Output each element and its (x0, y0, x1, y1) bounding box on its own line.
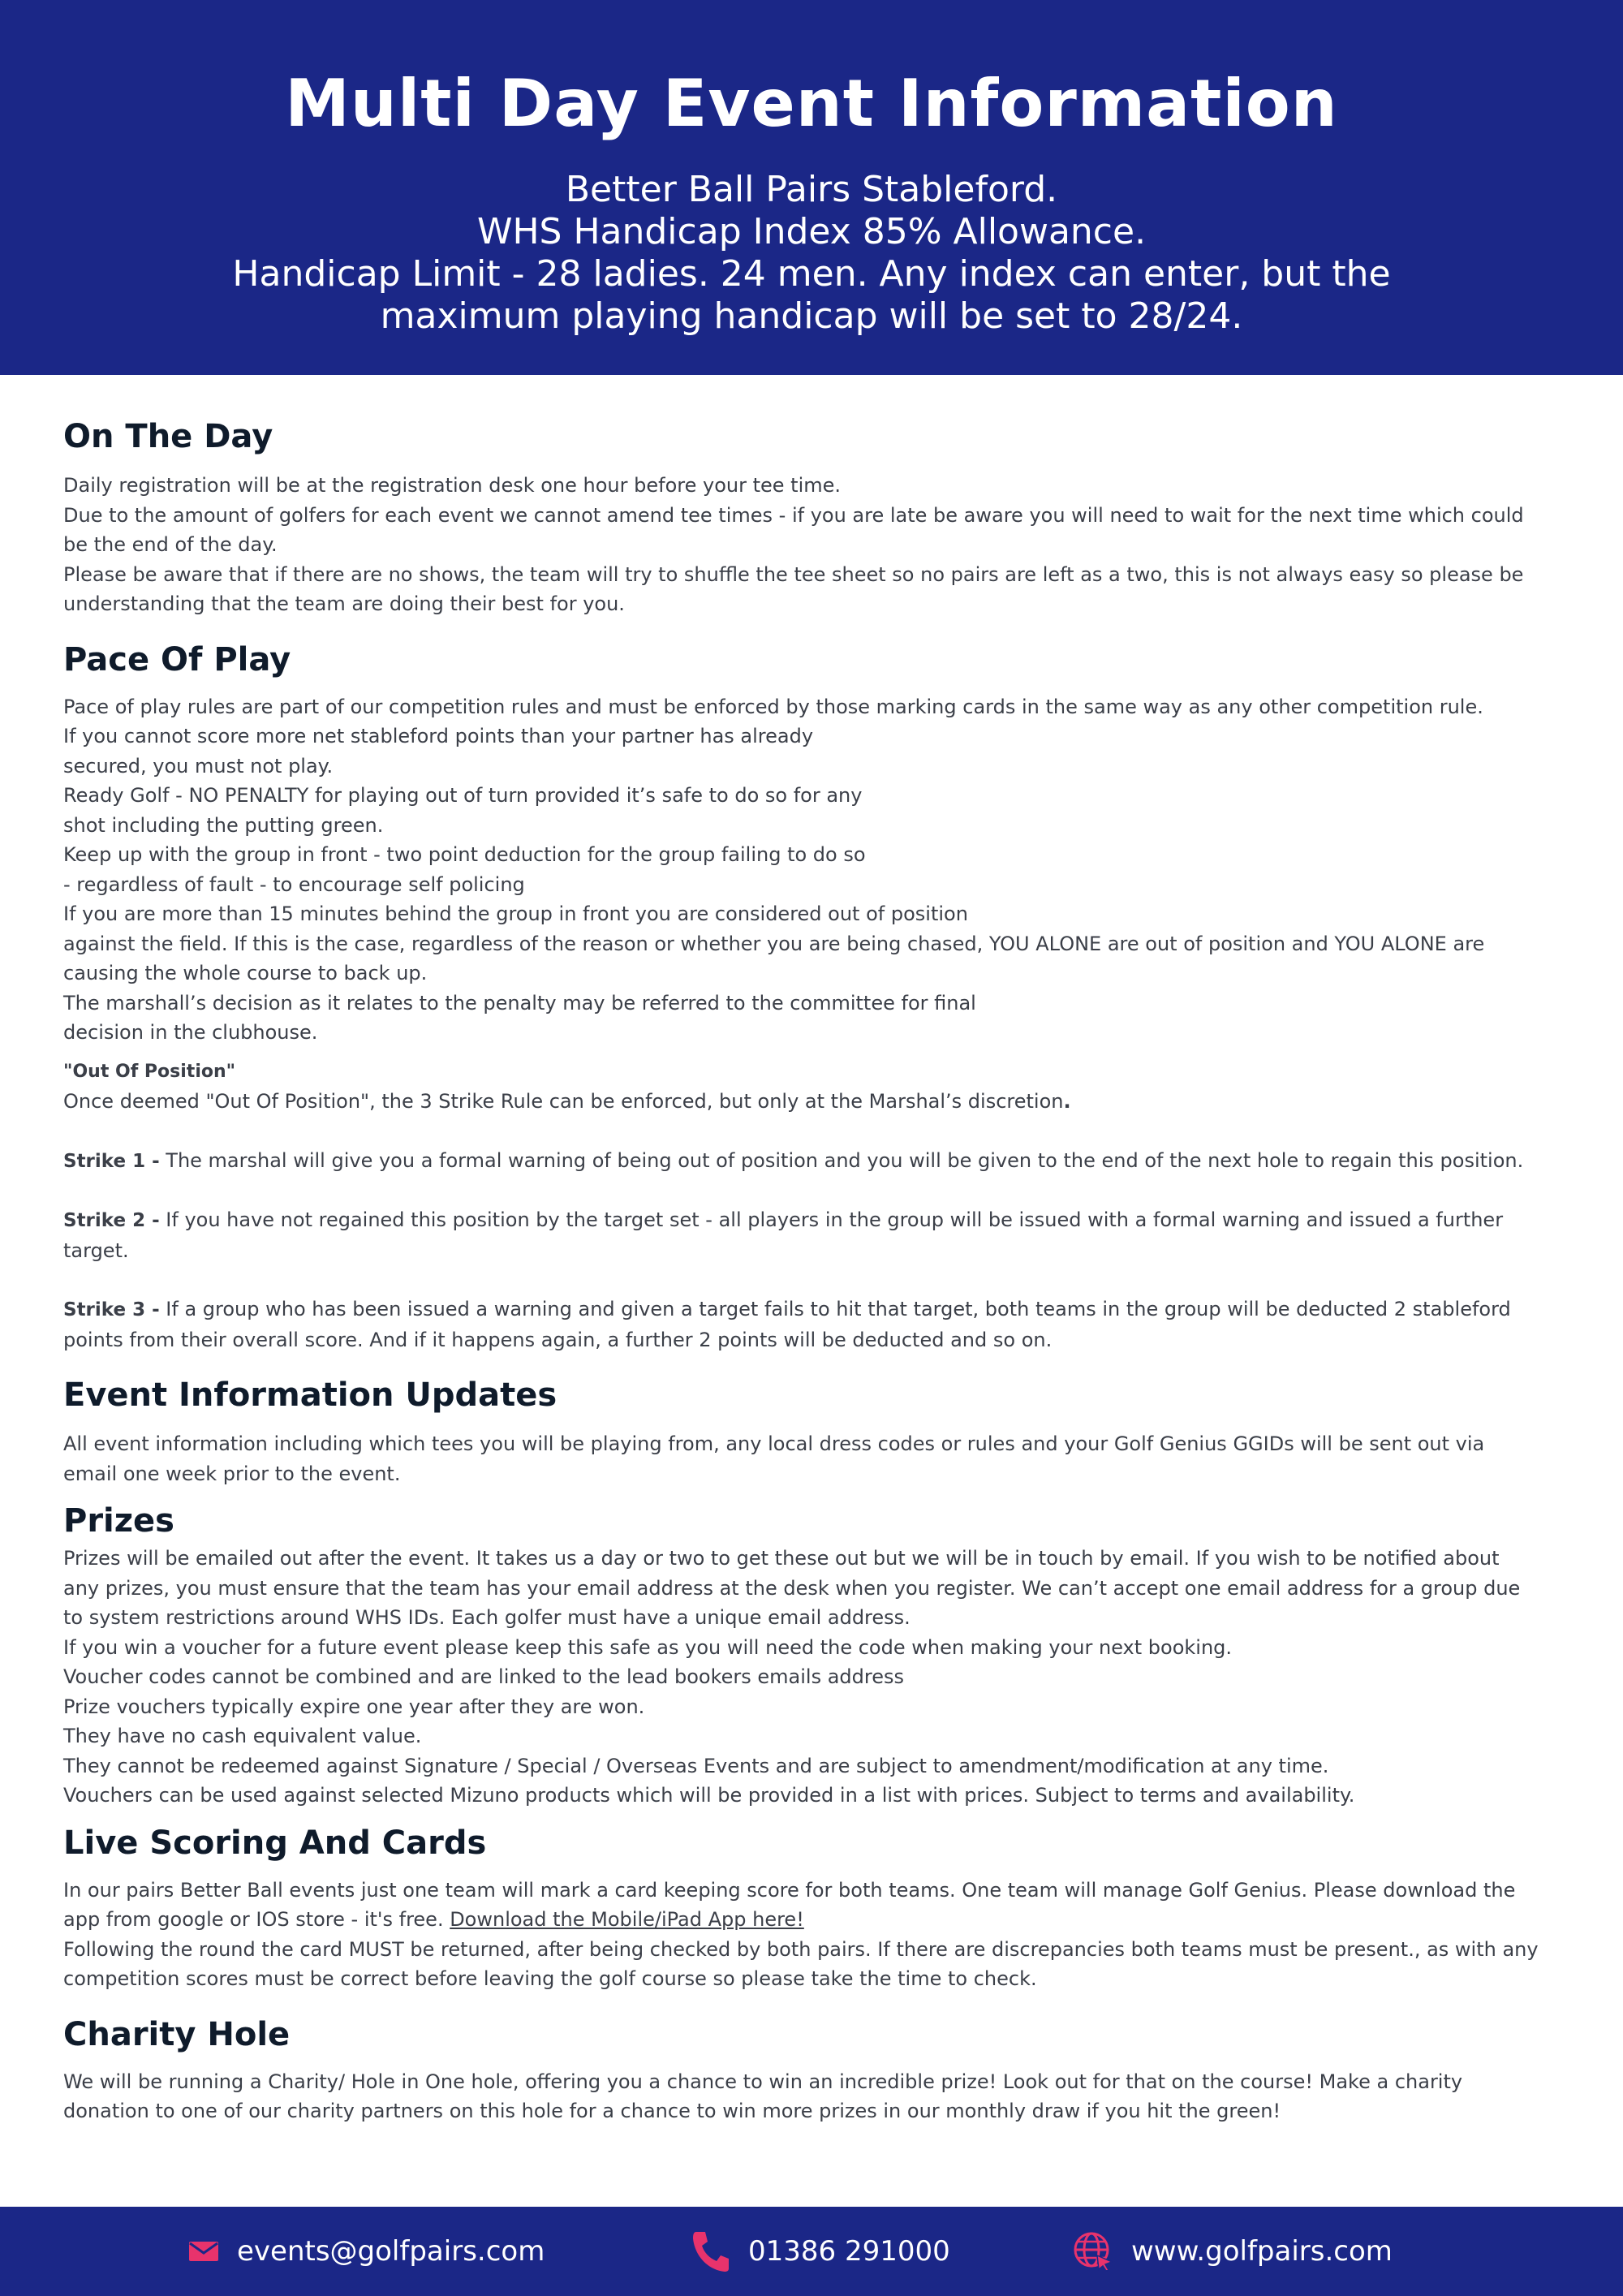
section-on-the-day (63, 414, 1540, 619)
oop-text: Once deemed "Out Of Position", the 3 Strike Rule can be enforced, but only at the Marshal’s discretion (63, 1090, 1064, 1113)
email-icon (188, 2240, 219, 2263)
paragraph: If you are more than 15 minutes behind the group in front you are considered out of position (63, 902, 968, 925)
paragraph: We will be running a Charity/ Hole in One hole, offering you a chance to win an incredible prize! Look out for that on the course! Make a charity donation to one of our charity partners on this hole for a chance to win more prizes in our monthly draw if you hit the green! (63, 2070, 1463, 2122)
footer-website[interactable] (1073, 2207, 1393, 2296)
section-heading: Live Scoring And Cards (63, 1824, 487, 1862)
paragraph: decision in the clubhouse. (63, 1021, 318, 1044)
email-address[interactable]: events@golfpairs.com (237, 2235, 545, 2268)
page-title: Multi Day Event Information (285, 66, 1338, 141)
paragraph: If you win a voucher for a future event please keep this safe as you will need the code when making your next booking. (63, 1635, 1233, 1659)
phone-icon (691, 2230, 730, 2272)
paragraph: Following the round the card MUST be returned, after being checked by both pairs. If there are discrepancies both teams must be present., as with any competition scores must be correct before leaving the golf course so please take the time to check. (63, 1937, 1539, 1990)
download-app-link[interactable]: Download the Mobile/iPad App here! (450, 1908, 804, 1931)
paragraph (63, 1876, 1540, 1935)
paragraph: If you cannot score more net stableford points than your partner has already (63, 725, 814, 747)
section-pace-of-play (63, 637, 1540, 1355)
paragraph: Pace of play rules are part of our competition rules and must be enforced by those marking cards in the same way as any other competition rule. (63, 695, 1483, 718)
live-scoring-text: In our pairs Better Ball events just one team will mark a card keeping score for both teams. One team will manage Golf Genius. Please download the app from google or IOS store - it's free. (63, 1878, 1516, 1931)
paragraph: Keep up with the group in front - two point deduction for the group failing to do so (63, 843, 866, 866)
subtitle-line: Handicap Limit - 28 ladies. 24 men. Any index can enter, but the (232, 253, 1391, 295)
globe-cursor-icon (1073, 2231, 1113, 2272)
paragraph: The marshall’s decision as it relates to the penalty may be referred to the committee for final (63, 991, 976, 1014)
subtitle-line: WHS Handicap Index 85% Allowance. (476, 211, 1147, 252)
section-heading: Charity Hole (63, 2015, 291, 2053)
phone-number[interactable]: 01386 291000 (748, 2235, 950, 2268)
paragraph: Please be aware that if there are no shows, the team will try to shuffle the tee sheet so no pairs are left as a two, this is not always easy so please be understanding that the team are doing their best for you. (63, 562, 1524, 615)
paragraph: They cannot be redeemed against Signature / Special / Overseas Events and are subject to amendment/modification at any time. (63, 1754, 1329, 1777)
strike-rule (63, 1205, 1540, 1265)
paragraph: Prize vouchers typically expire one year after they are won. (63, 1695, 645, 1718)
strike-rule (63, 1294, 1540, 1355)
strike-text: The marshal will give you a formal warning of being out of position and you will be given to the end of the next hole to regain this position. (166, 1148, 1524, 1172)
section-heading: Pace Of Play (63, 640, 291, 678)
paragraph: against the field. If this is the case, regardless of the reason or whether you are being chased, YOU ALONE are out of position and YOU ALONE are causing the whole course to back up. (63, 932, 1485, 984)
subtitle-line: Better Ball Pairs Stableford. (565, 169, 1058, 210)
paragraph: Ready Golf - NO PENALTY for playing out of turn provided it’s safe to do so for any (63, 784, 863, 807)
oop-period: . (1063, 1090, 1071, 1113)
section-prizes (63, 1498, 1540, 1811)
strike-label: Strike 1 - (63, 1150, 160, 1172)
header-banner (0, 0, 1623, 375)
paragraph: shot including the putting green. (63, 813, 384, 837)
section-charity-hole (63, 2012, 1540, 2126)
paragraph: They have no cash equivalent value. (63, 1725, 422, 1747)
out-of-position-title: "Out Of Position" (63, 1061, 236, 1082)
paragraph: Voucher codes cannot be combined and are linked to the lead bookers emails address (63, 1665, 905, 1688)
website-url[interactable]: www.golfpairs.com (1131, 2235, 1393, 2268)
strike-rule (63, 1146, 1540, 1177)
paragraph: - regardless of fault - to encourage self policing (63, 872, 525, 896)
strike-text: If a group who has been issued a warning and given a target fails to hit that target, both teams in the group will be deducted 2 stableford points from their overall score. And if it happens again, a further 2 points will be deducted and so on. (63, 1298, 1511, 1351)
paragraph: Prizes will be emailed out after the event. It takes us a day or two to get these out but we will be in touch by email. If you wish to be notified about any prizes, you must ensure that the team has your email address at the desk when you register. We can’t accept one email address for a group due to system restrictions around WHS IDs. Each golfer must have a unique email address. (63, 1547, 1521, 1629)
strike-text: If you have not regained this position by the target set - all players in the group will be issued with a formal warning and issued a further target. (63, 1208, 1504, 1262)
paragraph: Daily registration will be at the registration desk one hour before your tee time. (63, 474, 842, 497)
paragraph: Due to the amount of golfers for each event we cannot amend tee times - if you are late be aware you will need to wait for the next time which could be the end of the day. (63, 503, 1524, 556)
event-format-summary (122, 169, 1501, 338)
strike-label: Strike 3 - (63, 1299, 160, 1320)
footer-phone[interactable] (691, 2207, 950, 2296)
footer-email[interactable] (188, 2207, 545, 2296)
subtitle-line: maximum playing handicap will be set to 28/24. (380, 295, 1243, 337)
section-event-information-updates (63, 1372, 1540, 1488)
section-heading: On The Day (63, 418, 273, 455)
footer-contact-bar (0, 2207, 1623, 2296)
section-live-scoring-and-cards (63, 1820, 1540, 1994)
section-heading: Prizes (63, 1502, 174, 1540)
main-content (63, 414, 1540, 2126)
section-heading: Event Information Updates (63, 1376, 558, 1414)
out-of-position-text (63, 1087, 1540, 1117)
paragraph: Vouchers can be used against selected Mizuno products which will be provided in a list with prices. Subject to terms and availability. (63, 1784, 1355, 1807)
paragraph: secured, you must not play. (63, 754, 334, 778)
strike-label: Strike 2 - (63, 1210, 160, 1231)
paragraph: All event information including which tees you will be playing from, any local dress codes or rules and your Golf Genius GGIDs will be sent out via email one week prior to the event. (63, 1432, 1485, 1485)
